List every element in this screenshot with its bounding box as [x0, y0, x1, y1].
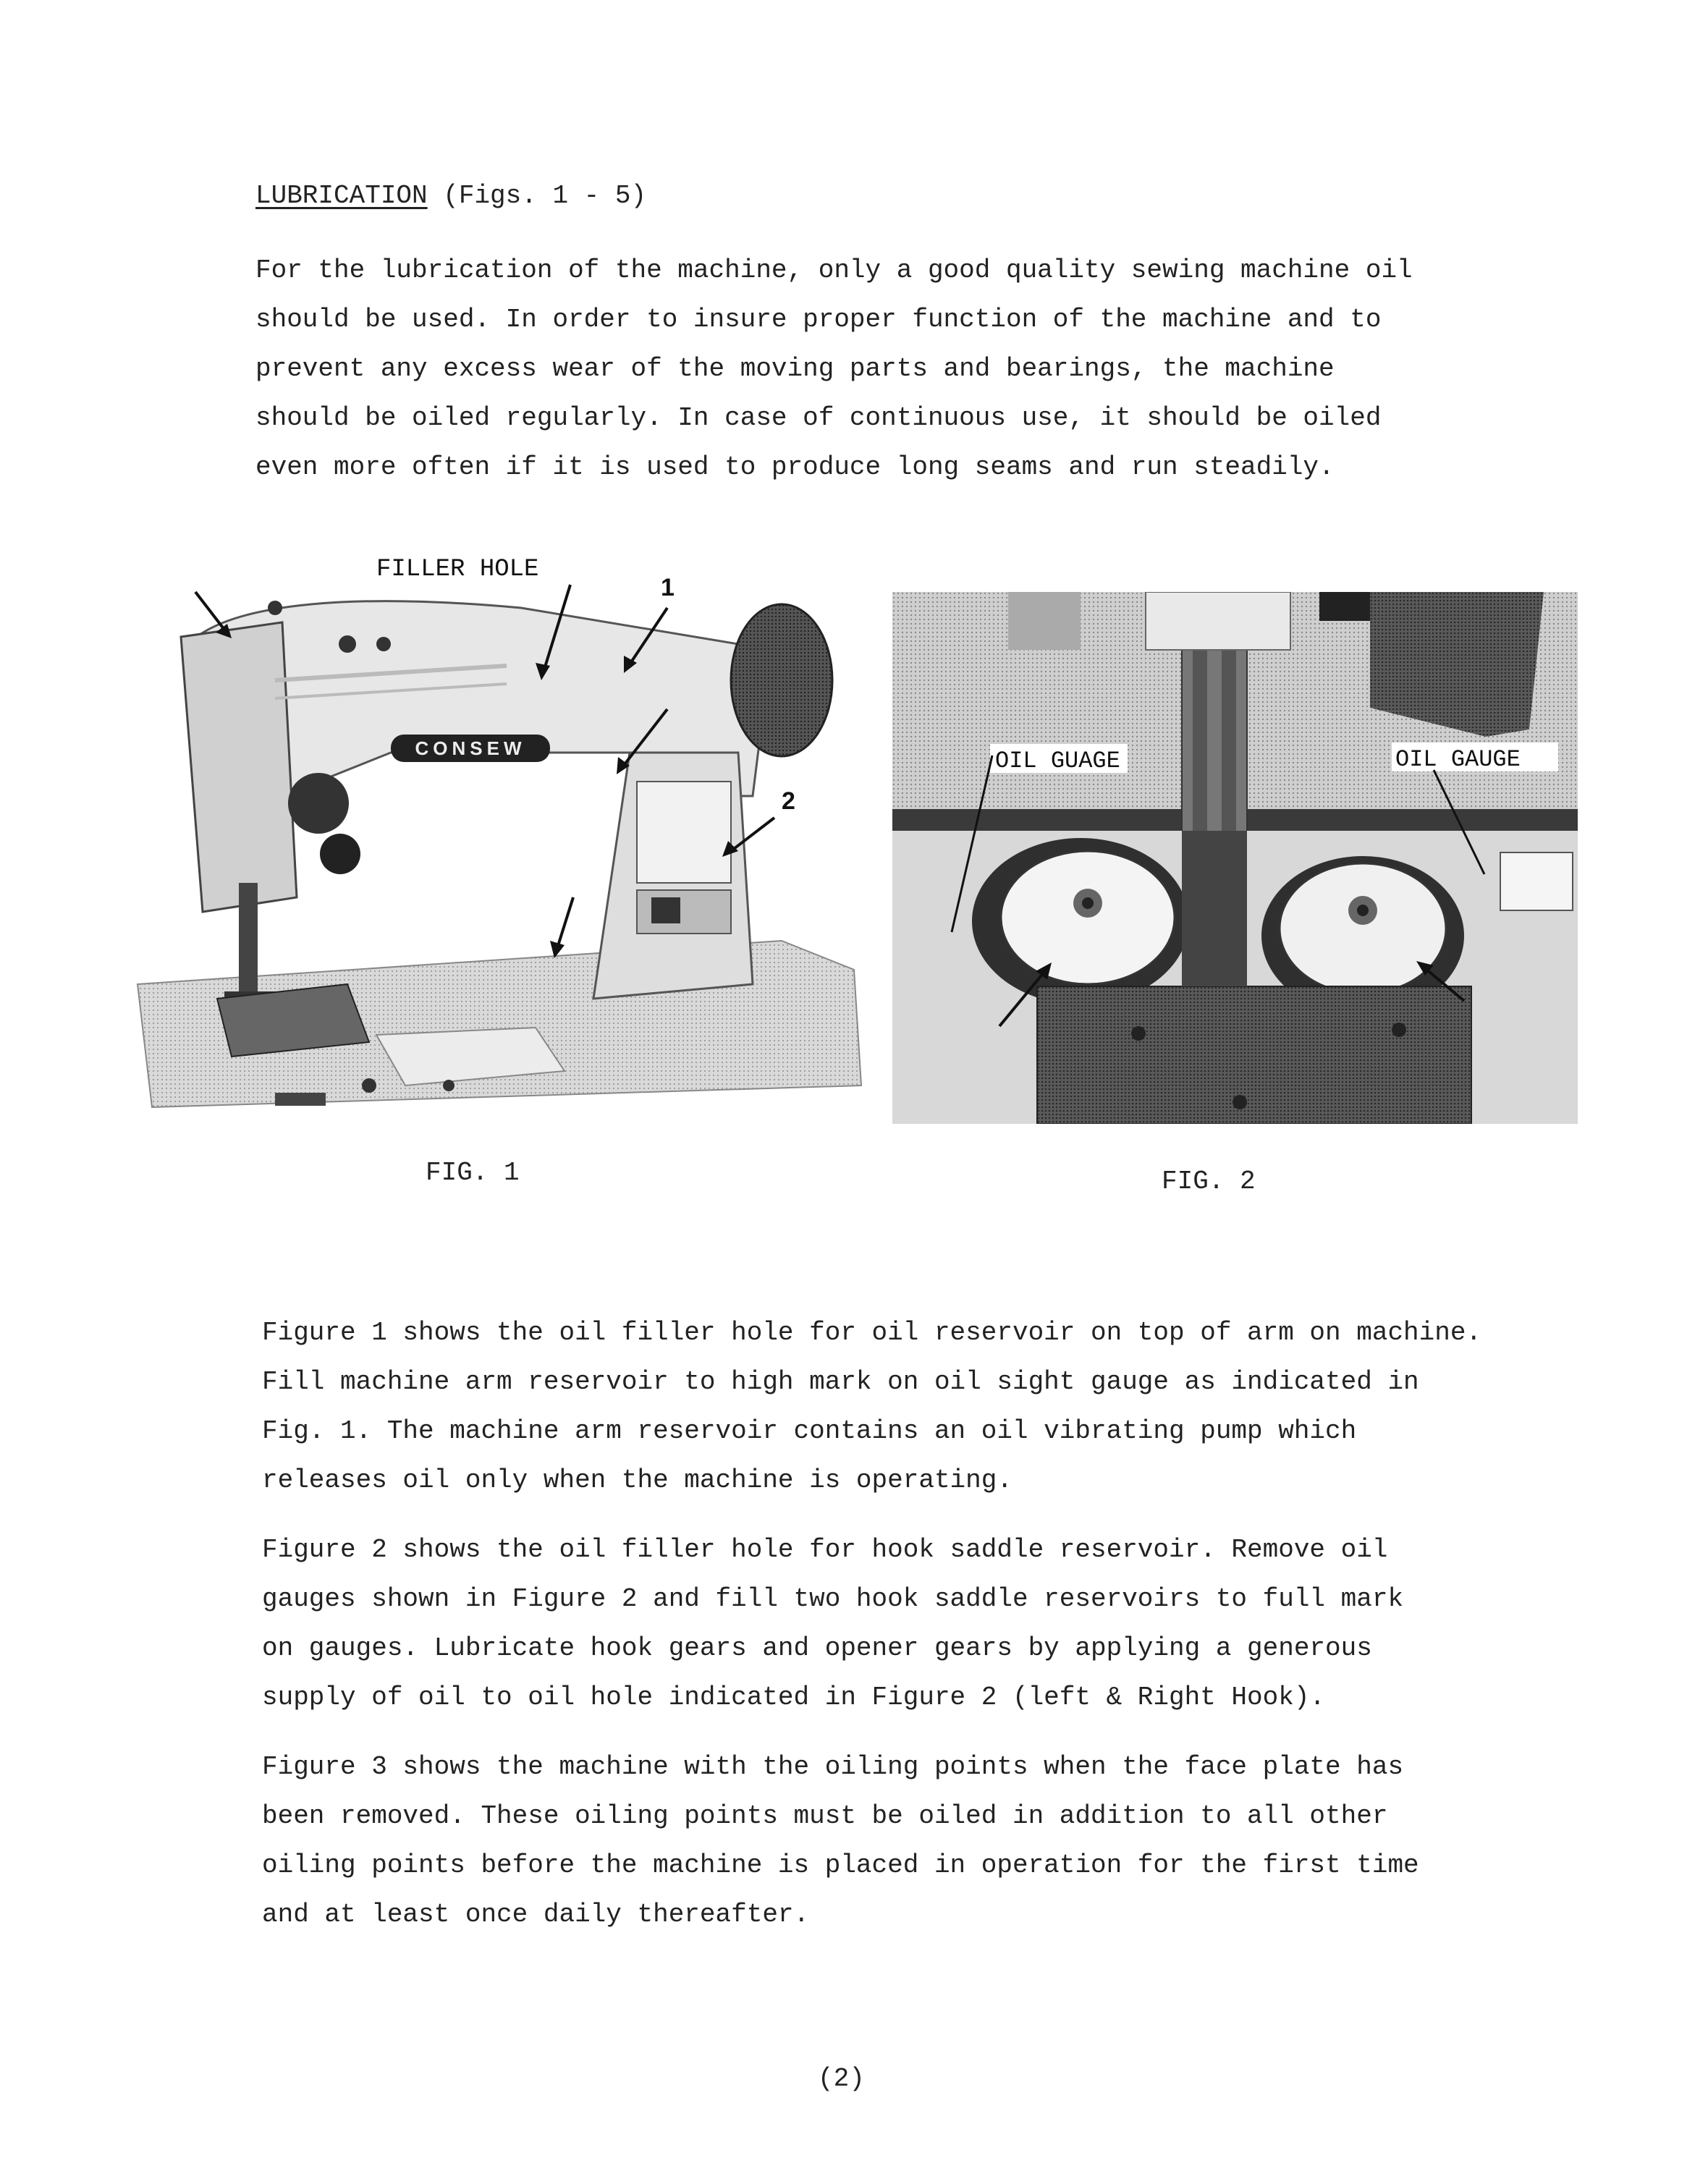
fig2-left-label: OIL GUAGE: [995, 748, 1120, 774]
paragraph-line: Fig. 1. The machine arm reservoir contains an oil vibrating pump which: [262, 1416, 1357, 1446]
fig2-photo: [892, 592, 1578, 1124]
fig2-caption: FIG. 2: [1162, 1167, 1256, 1196]
paragraph-line: Figure 2 shows the oil filler hole for hook saddle reservoir. Remove oil: [262, 1535, 1388, 1565]
section-heading: [255, 178, 646, 214]
paragraph-line: oiling points before the machine is placed in operation for the first time: [262, 1850, 1419, 1880]
paragraph-line: gauges shown in Figure 2 and fill two hook saddle reservoirs to full mark: [262, 1584, 1404, 1614]
heading-figs-ref: (Figs. 1 - 5): [443, 181, 647, 211]
paragraph-line: Fill machine arm reservoir to high mark on oil sight gauge as indicated in: [262, 1367, 1419, 1397]
intro-line: should be used. In order to insure proper function of the machine and to: [255, 305, 1382, 334]
paragraph-line: Figure 3 shows the machine with the oiling points when the face plate has: [262, 1752, 1404, 1782]
fig1-callout-1: 1: [661, 574, 675, 601]
fig1-callout-2: 2: [782, 787, 795, 815]
paragraph-line: Figure 1 shows the oil filler hole for oil reservoir on top of arm on machine.: [262, 1318, 1482, 1347]
intro-paragraph: [255, 246, 1413, 492]
fig1-brand: CONSEW: [415, 737, 526, 759]
paragraph-figure1: [262, 1308, 1481, 1505]
intro-line: should be oiled regularly. In case of continuous use, it should be oiled: [255, 403, 1382, 433]
fig1-filler-label: FILLER HOLE: [376, 556, 539, 583]
paragraph-figure2: [262, 1525, 1403, 1722]
fig1-photo: [130, 536, 868, 1129]
fig2-right-label: OIL GAUGE: [1395, 746, 1521, 773]
intro-line: even more often if it is used to produce long seams and run steadily.: [255, 452, 1335, 482]
intro-line: For the lubrication of the machine, only a good quality sewing machine oil: [255, 255, 1413, 285]
paragraph-line: been removed. These oiling points must be oiled in addition to all other: [262, 1801, 1388, 1831]
paragraph-line: supply of oil to oil hole indicated in Figure 2 (left & Right Hook).: [262, 1683, 1326, 1712]
intro-line: prevent any excess wear of the moving parts and bearings, the machine: [255, 354, 1335, 384]
paragraph-line: on gauges. Lubricate hook gears and opener gears by applying a generous: [262, 1633, 1372, 1663]
heading-title: LUBRICATION: [255, 181, 428, 211]
fig1-caption: FIG. 1: [426, 1158, 520, 1188]
page-number: (2): [818, 2064, 865, 2094]
paragraph-figure3: [262, 1743, 1419, 1939]
paragraph-line: and at least once daily thereafter.: [262, 1900, 810, 1929]
paragraph-line: releases oil only when the machine is operating.: [262, 1465, 1012, 1495]
